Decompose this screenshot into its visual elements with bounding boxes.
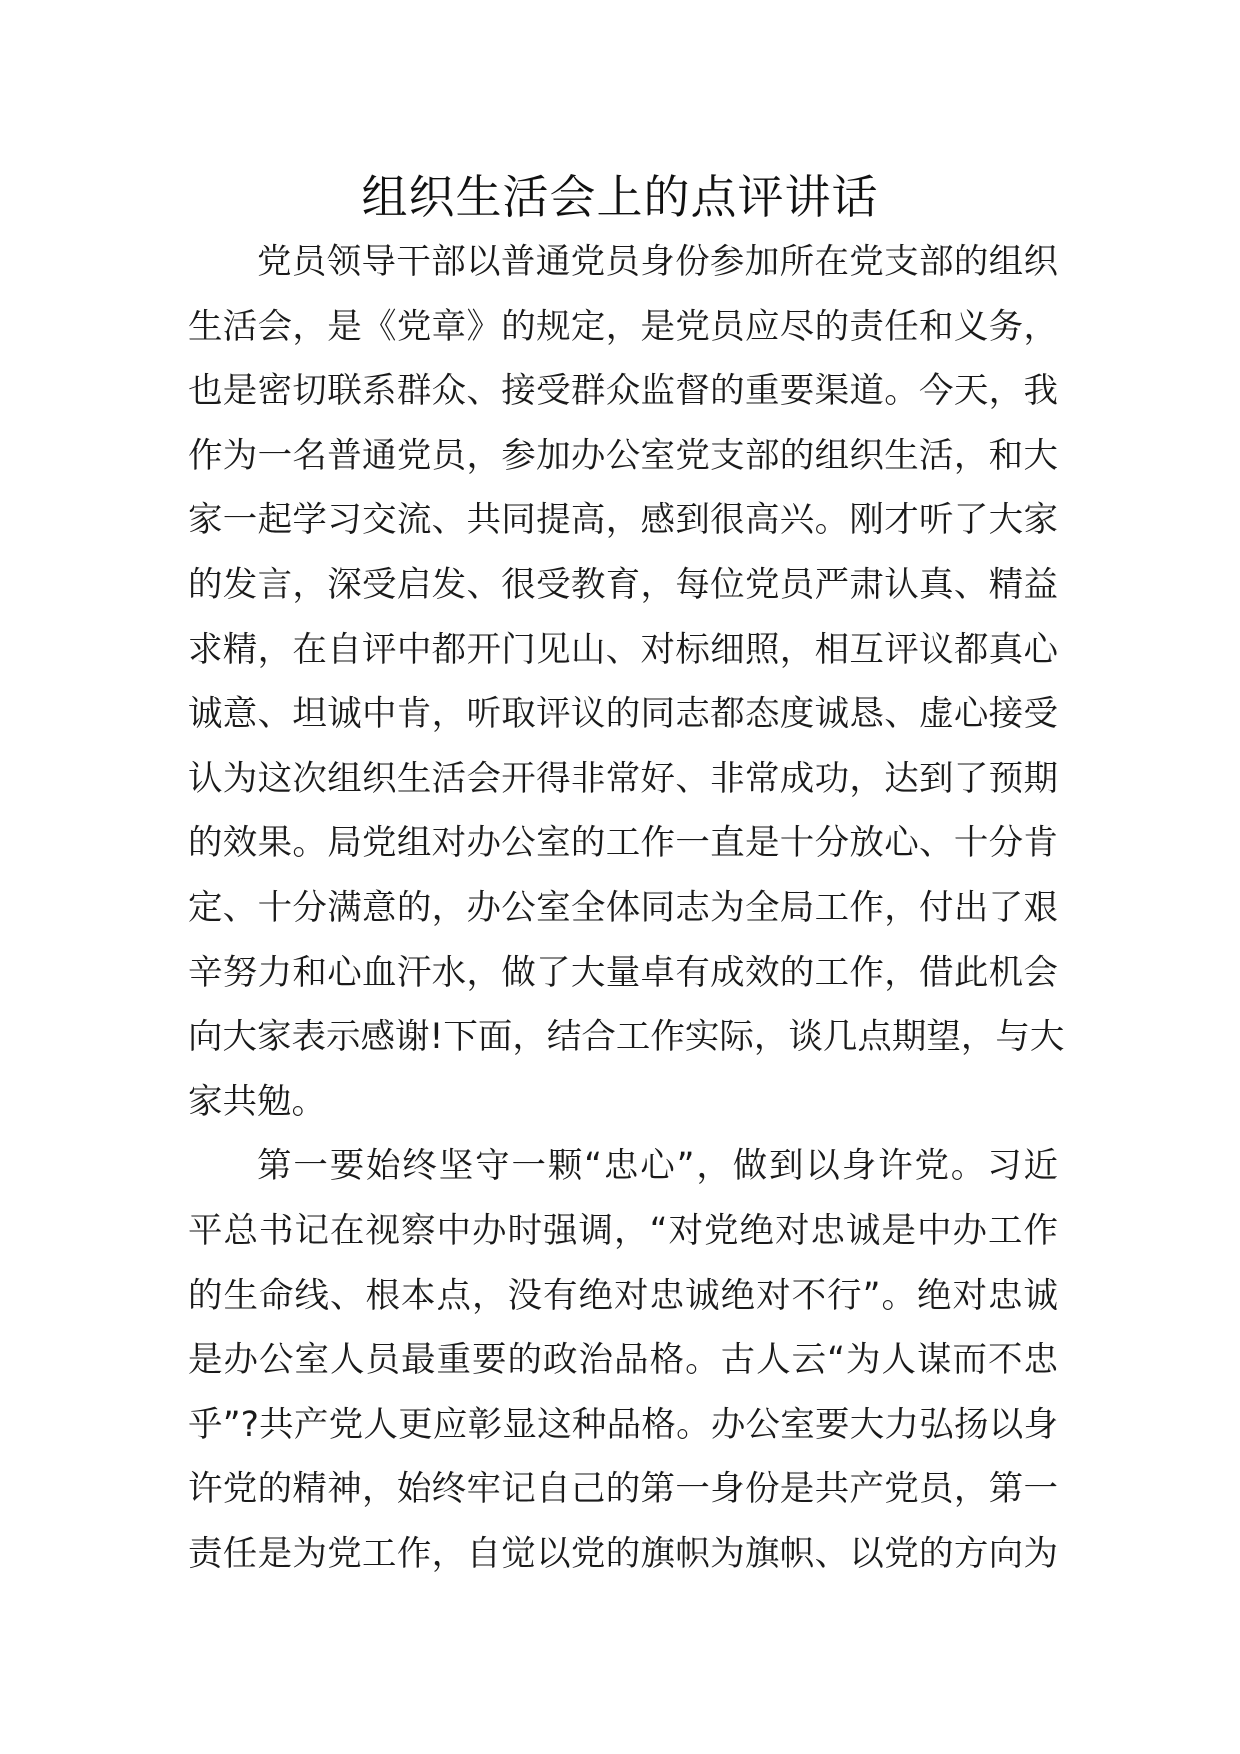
text-line: 平总书记在视察中办时强调，“对党绝对忠诚是中办工作 [188, 1210, 1058, 1251]
text-line: 定、十分满意的，办公室全体同志为全局工作，付出了艰 [188, 887, 1058, 928]
text-line: 家一起学习交流、共同提高，感到很高兴。刚才听了大家 [188, 500, 1058, 541]
text-line: 党员领导干部以普通党员身份参加所在党支部的组织 [257, 242, 1058, 282]
text-line: 认为这次组织生活会开得非常好、非常成功，达到了预期 [188, 758, 1058, 799]
text-line: 辛努力和心血汗水，做了大量卓有成效的工作，借此机会 [188, 952, 1058, 993]
paragraph-1 [188, 230, 1065, 1134]
text-line: 是办公室人员最重要的政治品格。古人云“为人谋而不忠 [188, 1340, 1058, 1381]
text-line: 的效果。局党组对办公室的工作一直是十分放心、十分肯 [188, 823, 1058, 864]
text-line: 第一要始终坚守一颗“忠心”，做到以身许党。习近 [257, 1146, 1058, 1187]
text-line: 生活会，是《党章》的规定，是党员应尽的责任和义务， [188, 306, 1058, 347]
text-line: 向大家表示感谢!下面，结合工作实际，谈几点期望，与大 [188, 1017, 1065, 1058]
document-title: 组织生活会上的点评讲话 [361, 170, 879, 224]
text-line: 许党的精神，始终牢记自己的第一身份是共产党员，第一 [188, 1469, 1058, 1510]
text-line: 的生命线、根本点，没有绝对忠诚绝对不行”。绝对忠诚 [188, 1275, 1058, 1316]
text-line: 的发言，深受启发、很受教育，每位党员严肃认真、精益 [188, 564, 1058, 605]
document-body [188, 230, 1065, 1586]
text-line: 家共勉。 [188, 1081, 326, 1122]
text-line: 也是密切联系群众、接受群众监督的重要渠道。今天，我 [188, 371, 1058, 412]
text-line: 诚意、坦诚中肯，听取评议的同志都态度诚恳、虚心接受 [188, 694, 1058, 735]
text-line: 责任是为党工作，自觉以党的旗帜为旗帜、以党的方向为 [188, 1533, 1058, 1574]
text-line: 作为一名普通党员，参加办公室党支部的组织生活，和大 [188, 435, 1058, 476]
paragraph-2 [188, 1134, 1058, 1586]
text-line: 求精，在自评中都开门见山、对标细照，相互评议都真心 [188, 629, 1058, 670]
text-line: 乎”?共产党人更应彰显这种品格。办公室要大力弘扬以身 [188, 1404, 1058, 1445]
